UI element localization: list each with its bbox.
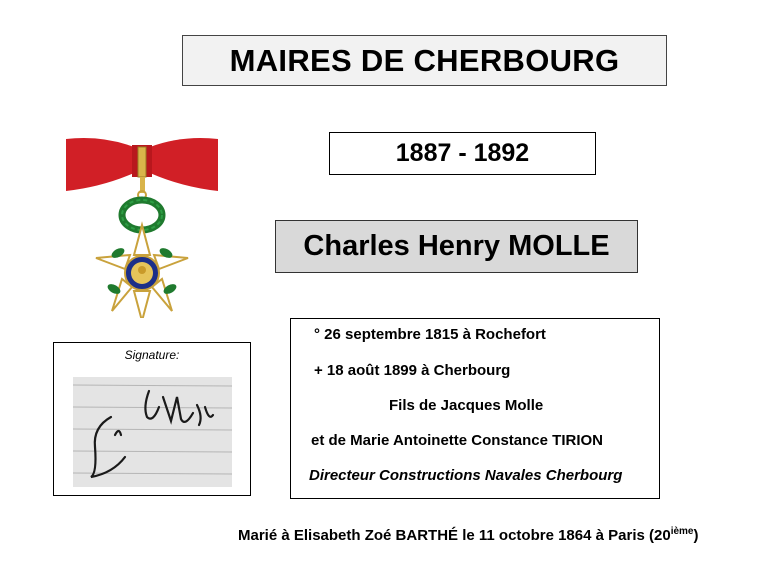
term-years: 1887 - 1892 xyxy=(395,139,530,167)
mother-line: et de Marie Antoinette Constance TIRION xyxy=(311,432,603,449)
mayor-name: Charles Henry MOLLE xyxy=(303,230,610,262)
handwritten-signature xyxy=(73,377,232,487)
birth-line: ° 26 septembre 1815 à Rochefort xyxy=(314,326,546,343)
legion-of-honour-medal-icon xyxy=(62,133,222,318)
title-box xyxy=(182,35,667,86)
marriage-text: Marié à Elisabeth Zoé BARTHÉ le 11 octobre 1864 à Paris (20 xyxy=(238,527,671,544)
page-title: MAIRES DE CHERBOURG xyxy=(229,42,620,78)
signature-label: Signature: xyxy=(124,348,180,362)
father-line: Fils de Jacques Molle xyxy=(389,397,544,414)
occupation-line: Directeur Constructions Navales Cherbourg xyxy=(309,467,623,484)
marriage-close: ) xyxy=(693,527,699,544)
marriage-ordinal: ième xyxy=(670,526,694,537)
marriage-line xyxy=(238,526,698,544)
years-box xyxy=(329,132,596,175)
name-box xyxy=(275,220,638,273)
signature-box xyxy=(53,342,251,496)
details-box xyxy=(290,318,660,499)
death-line: + 18 août 1899 à Cherbourg xyxy=(314,362,511,379)
